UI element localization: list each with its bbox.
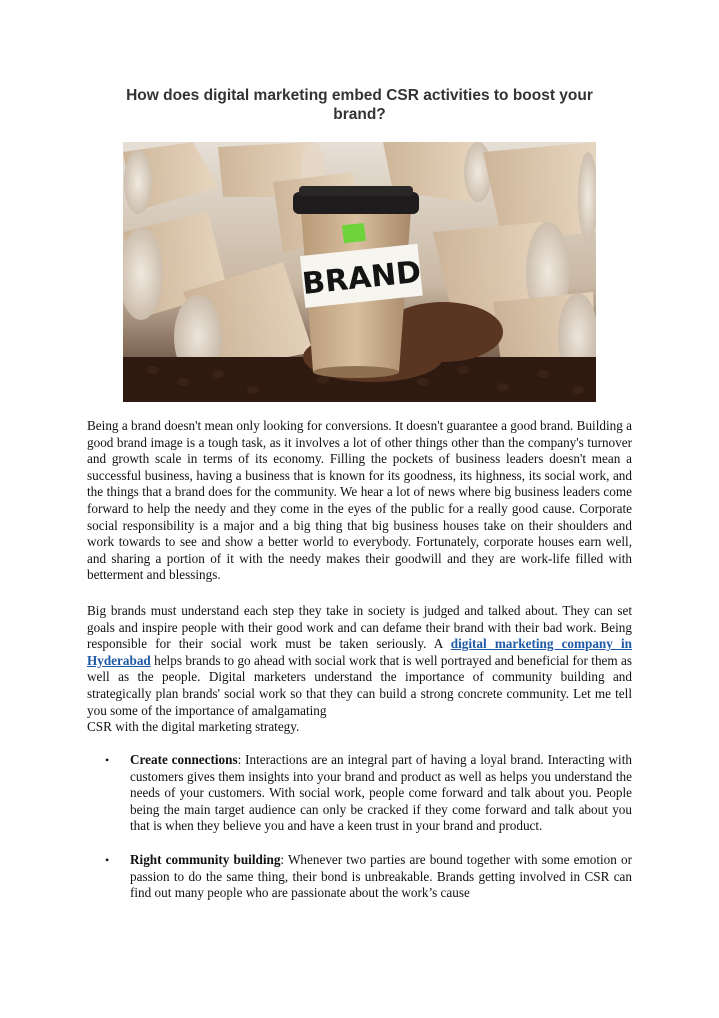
- bullet-icon: •: [105, 753, 110, 767]
- paragraph-intro: Being a brand doesn't mean only looking for conversions. It doesn't guarantee a good brand. Building a good brand image is a tough task, as it involves a lot of other things other than the company's turnover and growth scale in terms of its economy. Filling the pockets of business leaders doesn't mean a successful business, having a business that is known for its goodness, its highness, its social work, and the things that a brand does for the community. We hear a lot of news where big business leaders come forward to help the needy and they come in the eyes of the public for a really good cause. Corporate social responsibility is a major and a big thing that big business houses take on their shoulders and work towards to see and show a better world to everybody. Fortunately, corporate houses earn well, and sharing a portion of it with the needy makes their goodwill and they are work-life filled with betterment and blessings.: [87, 418, 632, 583]
- list-item: [87, 852, 632, 902]
- list-item-text: : Whenever two parties are bound together with some emotion or passion to do the same thing, their bond is unbreakable. Brands getting involved in CSR can find out many people who are passionate about the work’s cause: [130, 851, 632, 901]
- list-item-heading: Create connections: [130, 752, 238, 767]
- paragraph-csr: [87, 603, 632, 736]
- list-item: [87, 752, 632, 835]
- digital-marketing-company-link[interactable]: digital marketing company in Hyderabad: [87, 636, 633, 668]
- list-item-heading: Right community building: [130, 851, 281, 867]
- brand-cup-image: [123, 142, 596, 402]
- paragraph-csr-text: Big brands must understand each step they take in society is judged and talked about. They can set goals and inspire people with their good work and can defame their brand with their bad work. Being responsible for their social work must be taken seriously. A: [87, 603, 632, 652]
- bullet-icon: •: [105, 852, 110, 867]
- document-title: How does digital marketing embed CSR activities to boost your brand?: [126, 87, 593, 123]
- brand-cup-illustration: [123, 142, 596, 402]
- list-item-text: : Interactions are an integral part of having a loyal brand. Interacting with customers gives them insights into your brand and product as well as helps you understand the needs of your customers. With social work, people come forward and talk about you. People being the main target audience can only be cracked if they come forward and talk about you that is when they believe you and have a keen trust in your brand and product.: [130, 752, 632, 834]
- benefit-list: [87, 752, 632, 919]
- paragraph-csr-tail: CSR with the digital marketing strategy.: [87, 719, 300, 735]
- paragraph-csr-continuation: helps brands to go ahead with social work that is well portrayed and beneficial for them as well as the people. Digital marketers understand the importance of community building and strategically plan brands' social work so that they can build a strong concrete community. Let me tell you some of the importance of amalgamating: [87, 652, 632, 718]
- brand-label: BRAND: [300, 254, 423, 302]
